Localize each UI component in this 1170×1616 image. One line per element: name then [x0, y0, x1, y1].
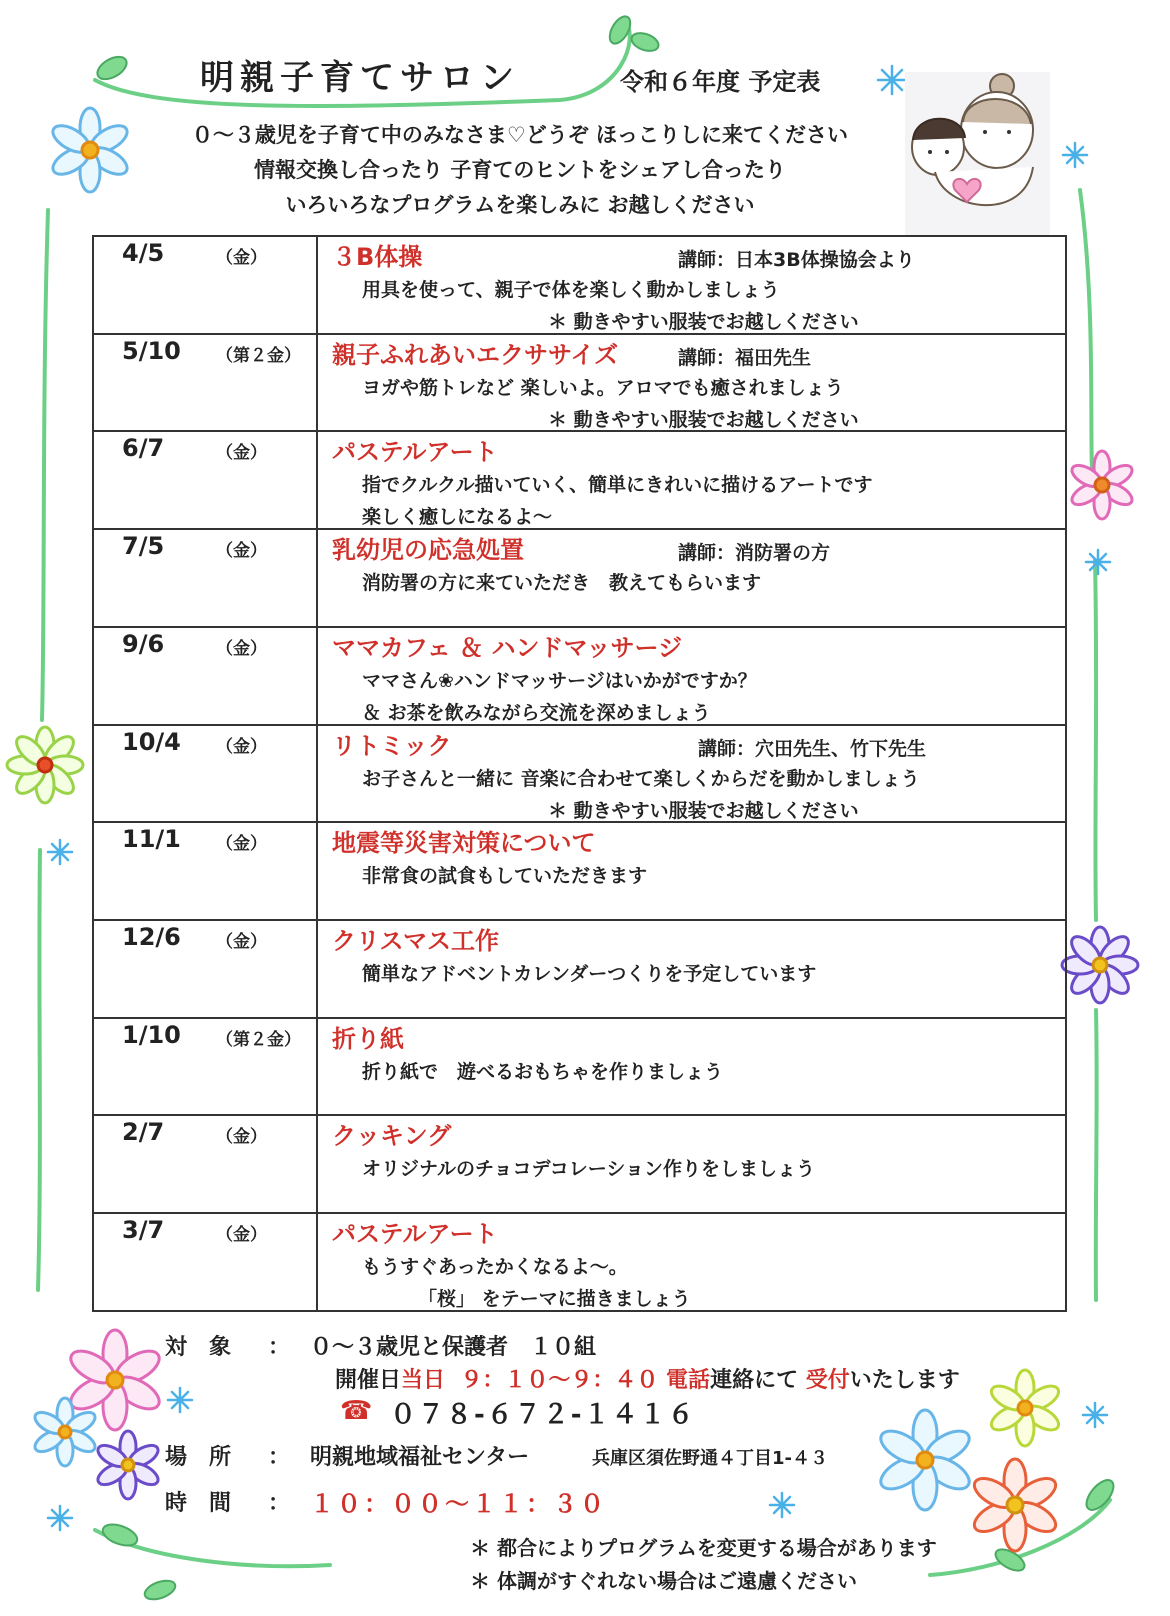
place-label: 場所: [165, 1445, 254, 1470]
description-line: お子さんと一緒に 音楽に合わせて楽しくからだを動かしましょう: [362, 767, 920, 790]
event-cell: [317, 1018, 1066, 1116]
program-title: 地震等災害対策について: [332, 829, 596, 858]
target-value: ０～３歳児と保護者 １０組: [310, 1335, 597, 1360]
description-line: 消防署の方に来ていただき 教えてもらいます: [362, 572, 762, 595]
reception-part: いたします: [849, 1368, 960, 1393]
event-cell: [317, 822, 1066, 920]
instructor: 講師：福田先生: [678, 346, 812, 369]
description-line: 用具を使って、親子で体を楽しく動かしましょう: [362, 279, 780, 301]
event-date: 1/10: [122, 1020, 181, 1049]
description-line: ＆ お茶を飲みながら交流を深めましょう: [362, 701, 711, 724]
instructor: 講師：日本3B体操協会より: [678, 249, 915, 271]
reception-part: 当日: [401, 1368, 446, 1393]
program-title: ３B体操: [332, 243, 423, 271]
event-date: 6/7: [122, 434, 165, 463]
schedule-row: [93, 529, 1066, 627]
program-title: クッキング: [332, 1122, 452, 1151]
description-line: ＊ 動きやすい服装でお越しください: [548, 799, 859, 822]
event-day: （金）: [216, 443, 267, 464]
event-cell: [317, 627, 1066, 725]
description-line: 簡単なアドベントカレンダーつくりを予定しています: [362, 963, 817, 986]
instructor: 講師：消防署の方: [678, 542, 831, 565]
description-line: 指でクルクル描いていく、簡単にきれいに描けるアートです: [362, 474, 873, 497]
schedule-row: [93, 1115, 1066, 1213]
event-cell: [317, 725, 1066, 823]
description-line: ママさん❀ハンドマッサージはいかがですか？: [362, 669, 757, 692]
event-date: 3/7: [122, 1216, 165, 1245]
program-title: パステルアート: [332, 438, 498, 467]
phone-icon: ☎: [340, 1396, 373, 1426]
schedule-row: [93, 920, 1066, 1018]
schedule-row: [93, 822, 1066, 920]
event-cell: [317, 1213, 1066, 1311]
reception-part: 電話: [666, 1368, 711, 1393]
event-date: 5/10: [122, 336, 181, 365]
schedule-row: [93, 627, 1066, 725]
description-line: ＊ 動きやすい服装でお越しください: [548, 408, 859, 431]
program-title: リトミック: [332, 731, 452, 760]
reception-text: [335, 1363, 960, 1394]
instructor: 講師：穴田先生、竹下先生: [698, 737, 927, 760]
description-line: 「桜」 をテーマに描きましょう: [418, 1288, 691, 1311]
event-date: 10/4: [122, 727, 181, 756]
event-day: （金）: [216, 1127, 267, 1148]
program-title: 親子ふれあいエクササイズ: [332, 340, 619, 369]
intro-line: いろいろなプログラムを楽しみに お越しください: [285, 193, 755, 217]
program-title: 折り紙: [332, 1024, 404, 1053]
event-cell: [317, 1115, 1066, 1213]
reception-part: 連絡にて: [710, 1368, 799, 1393]
colon: ：: [268, 1491, 291, 1516]
page-subtitle: 令和６年度 予定表: [620, 68, 821, 96]
event-date: 4/5: [122, 239, 165, 267]
event-cell: [317, 334, 1066, 432]
description-line: 楽しく癒しになるよ～: [362, 506, 553, 529]
intro-text: [130, 118, 910, 223]
event-day: （第２金）: [216, 1029, 301, 1050]
event-day: （金）: [216, 736, 267, 757]
schedule-row: [93, 1018, 1066, 1116]
event-cell: [317, 529, 1066, 627]
description-line: 非常食の試食もしていただきます: [362, 865, 648, 888]
event-day: （金）: [216, 932, 267, 953]
event-cell: [317, 920, 1066, 1018]
note-line: ＊ 都合によりプログラムを変更する場合があります: [470, 1536, 937, 1560]
program-title: クリスマス工作: [332, 927, 500, 956]
description-line: もうすぐあったかくなるよ～。: [362, 1256, 628, 1279]
time-value: １０：００～１１：３０: [310, 1490, 607, 1518]
program-title: パステルアート: [332, 1220, 498, 1249]
colon: ：: [268, 1445, 291, 1470]
page-title: 明親子育てサロン: [200, 58, 520, 98]
description-line: オリジナルのチョコデコレーション作りをしましょう: [362, 1158, 815, 1181]
program-title: ママカフェ ＆ ハンドマッサージ: [332, 633, 683, 662]
description-line: ＊ 動きやすい服装でお越しください: [548, 311, 859, 333]
date-cell: [93, 920, 317, 1018]
schedule-row: [93, 725, 1066, 823]
date-cell: [93, 236, 317, 334]
schedule-row: [93, 236, 1066, 334]
date-cell: [93, 725, 317, 823]
date-cell: [93, 334, 317, 432]
address: 兵庫区須佐野通４丁目1-４３: [592, 1448, 828, 1469]
event-date: 7/5: [122, 532, 165, 561]
event-date: 9/6: [122, 629, 165, 658]
event-day: （第２金）: [216, 345, 301, 366]
schedule-table: [92, 235, 1067, 1312]
target-label: 対象: [165, 1335, 254, 1360]
reception-part: 受付: [805, 1368, 850, 1393]
event-day: （金）: [216, 638, 267, 659]
intro-line: 情報交換し合ったり 子育てのヒントをシェアし合ったり: [254, 158, 786, 182]
program-title: 乳幼児の応急処置: [332, 536, 524, 565]
date-cell: [93, 1213, 317, 1311]
intro-line: ０～３歳児を子育て中のみなさま♡どうぞ ほっこりしに来てください: [191, 123, 849, 147]
colon: ：: [268, 1335, 291, 1360]
notes: [470, 1532, 937, 1598]
reception-time: ９：１０～９：４０: [460, 1368, 659, 1393]
date-cell: [93, 822, 317, 920]
event-day: （金）: [216, 1225, 267, 1246]
schedule-row: [93, 334, 1066, 432]
place-value: 明親地域福祉センター: [310, 1445, 530, 1470]
mother-child-illustration-icon: [905, 72, 1050, 237]
schedule-row: [93, 1213, 1066, 1311]
date-cell: [93, 1115, 317, 1213]
event-cell: [317, 431, 1066, 529]
schedule-row: [93, 431, 1066, 529]
date-cell: [93, 1018, 317, 1116]
event-day: （金）: [216, 834, 267, 855]
event-date: 12/6: [122, 923, 181, 952]
date-cell: [93, 431, 317, 529]
description-line: ヨガや筋トレなど 楽しいよ。アロマでも癒されましょう: [362, 376, 844, 399]
event-date: 11/1: [122, 825, 181, 854]
event-day: （金）: [216, 248, 267, 268]
phone-number: ０７８-６７２-１４１６: [390, 1400, 696, 1430]
date-cell: [93, 627, 317, 725]
event-day: （金）: [216, 541, 267, 562]
date-cell: [93, 529, 317, 627]
time-label: 時間: [165, 1491, 254, 1516]
event-date: 2/7: [122, 1118, 165, 1147]
event-cell: [317, 236, 1066, 334]
description-line: 折り紙で 遊べるおもちゃを作りましょう: [362, 1060, 724, 1083]
note-line: ＊ 体調がすぐれない場合はご遠慮ください: [470, 1569, 857, 1593]
reception-part: 開催日: [335, 1368, 402, 1393]
